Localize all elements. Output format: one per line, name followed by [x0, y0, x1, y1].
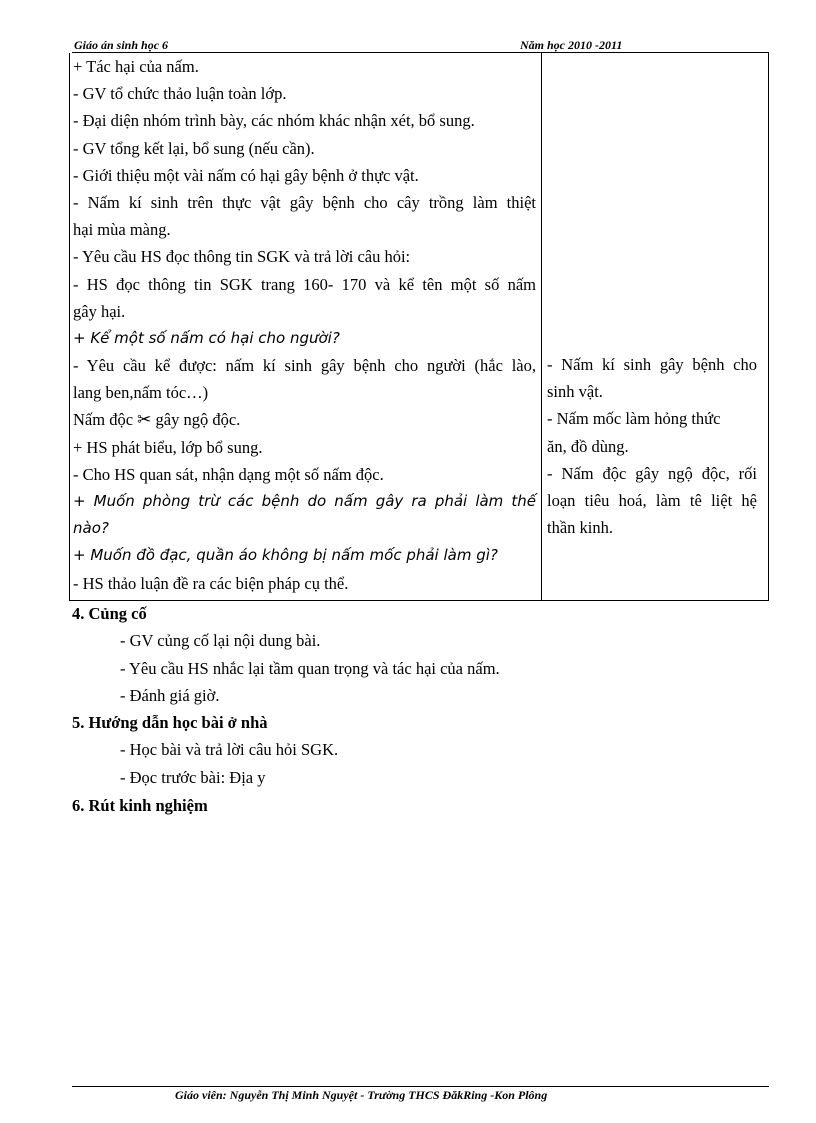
table-line: - GV tổng kết lại, bổ sung (nếu cần). [73, 138, 315, 158]
table-line: + Tác hại của nấm. [73, 57, 199, 76]
table-line: - Nấm kí sinh trên thực vật gây bệnh cho cây trồng làm thiệt [73, 192, 536, 212]
table-line-part: Nấm độc [73, 410, 134, 430]
table-line: + HS phát biểu, lớp bổ sung. [73, 437, 263, 457]
question-line: nào? [73, 519, 109, 538]
section-item: - GV củng cố lại nội dung bài. [120, 631, 321, 650]
table-line: - Đại diện nhóm trình bày, các nhóm khác nhận xét, bổ sung. [73, 111, 475, 131]
section-item: - Yêu cầu HS nhắc lại tầm quan trọng và tác hại của nấm. [120, 658, 500, 678]
lesson-table [69, 53, 769, 601]
header-school-year: Năm học 2010 -2011 [520, 38, 623, 52]
header-subject: Giáo án sinh học 6 [74, 38, 169, 52]
content-line: - Nấm độc gây ngộ độc, rối [547, 463, 757, 483]
content-column [547, 351, 757, 541]
table-line: - Cho HS quan sát, nhận dạng một số nấm độc. [73, 464, 384, 484]
section-item: - Đánh giá giờ. [120, 686, 220, 705]
section-homework [72, 709, 772, 791]
section-item: - Đọc trước bài: Địa y [120, 767, 266, 787]
table-line: - Giới thiệu một vài nấm có hại gây bệnh ở thực vật. [73, 165, 419, 185]
table-line: - Yêu cầu HS đọc thông tin SGK và trả lời câu hỏi: [73, 247, 411, 267]
section-title: 6. Rút kinh nghiệm [72, 796, 208, 815]
content-line: - Nấm kí sinh gây bệnh cho [547, 355, 757, 374]
section-reflection [72, 792, 772, 819]
content-line: thần kinh. [547, 518, 613, 538]
footer-text: Giáo viên: Nguyễn Thị Minh Nguyệt - Trường THCS ĐăkRing -Kon Plông [175, 1088, 548, 1102]
table-line: gây hại. [73, 301, 126, 321]
table-line: hại mùa màng. [73, 220, 171, 240]
table-line-poisonous [73, 406, 536, 433]
table-line: - HS đọc thông tin SGK trang 160- 170 và kể tên một số nấm [73, 274, 536, 294]
table-column-divider [541, 53, 542, 600]
content-line: - Nấm mốc làm hỏng thức [547, 409, 721, 429]
question-line: + Muốn đồ đạc, quần áo không bị nấm mốc phải làm gì? [73, 546, 498, 565]
scissors-icon: ✂ [137, 410, 152, 431]
activity-column [73, 53, 536, 597]
table-line-part: gây ngộ độc. [155, 410, 241, 430]
table-line: - GV tổ chức thảo luận toàn lớp. [73, 84, 287, 104]
page-footer [72, 1086, 769, 1102]
table-line: - HS thảo luận đề ra các biện pháp cụ thể. [73, 573, 349, 593]
section-consolidation [72, 600, 772, 710]
page-header [72, 38, 769, 53]
content-line: sinh vật. [547, 382, 603, 402]
section-title: 4. Củng cố [72, 604, 147, 623]
content-line: ăn, đồ dùng. [547, 436, 629, 456]
question-line: + Muốn phòng trừ các bệnh do nấm gây ra phải làm thế [73, 492, 536, 510]
section-item: - Học bài và trả lời câu hỏi SGK. [120, 740, 339, 759]
content-line: loạn tiêu hoá, làm tê liệt hệ [547, 490, 757, 510]
table-line: lang ben,nấm tóc…) [73, 383, 209, 403]
section-title: 5. Hướng dẫn học bài ở nhà [72, 713, 268, 732]
question-line: + Kể một số nấm có hại cho người? [73, 328, 340, 347]
table-line: - Yêu cầu kể được: nấm kí sinh gây bệnh cho người (hắc lào, [73, 356, 536, 376]
